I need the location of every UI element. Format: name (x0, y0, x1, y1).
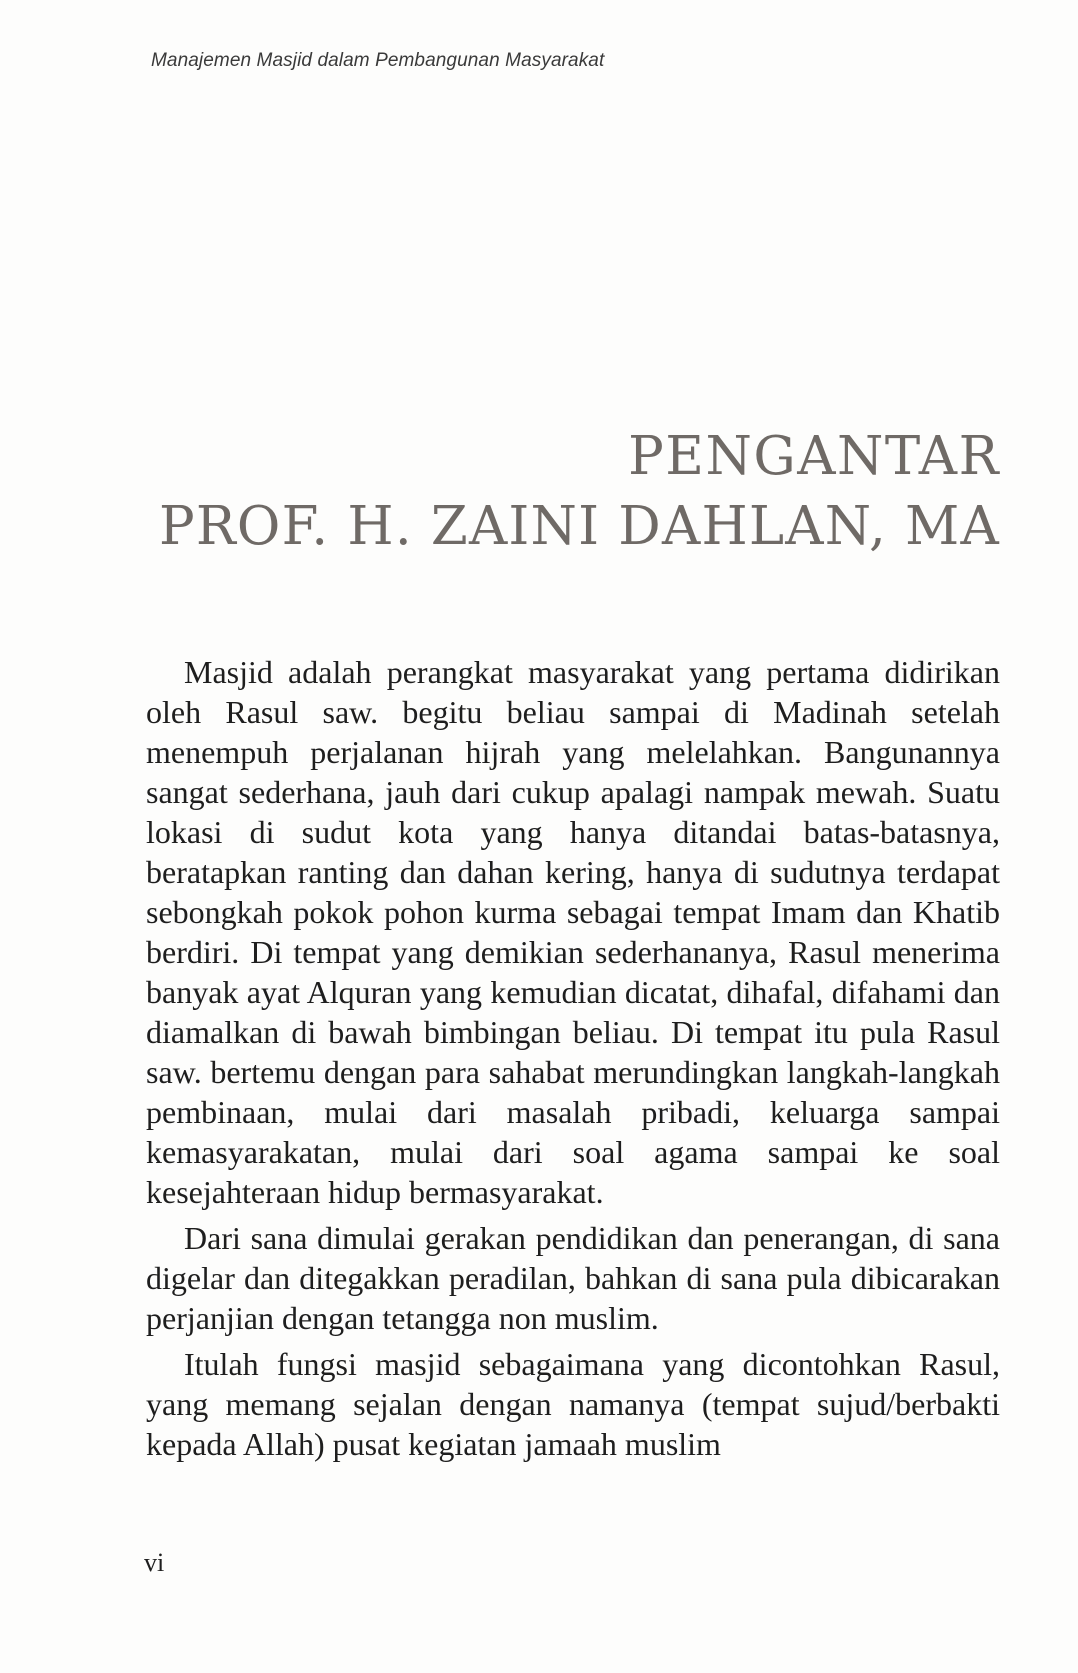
chapter-title-line-1: PENGANTAR (628, 426, 1000, 487)
paragraph-3: Itulah fungsi masjid sebagaimana yang dicontohkan Rasul, yang memang sejalan dengan namanya (tempat sujud/berbakti kepada Allah) pusat kegiatan jamaah muslim (146, 1346, 1000, 1462)
chapter-title (159, 422, 1000, 562)
running-header: Manajemen Masjid dalam Pembangunan Masyarakat (151, 50, 605, 71)
chapter-title-line-2: PROF. H. ZAINI DAHLAN, MA (158, 496, 1000, 557)
paragraph-2: Dari sana dimulai gerakan pendidikan dan penerangan, di sana digelar dan ditegakkan peradilan, bahkan di sana pula dibicarakan perjanjian dengan tetangga non muslim. (146, 1220, 1000, 1336)
page-number: vi (144, 1548, 165, 1577)
paragraph-1: Masjid adalah perangkat masyarakat yang pertama didirikan oleh Rasul saw. begitu beliau sampai di Madinah setelah menempuh perjalanan hijrah yang melelahkan. Bangunannya sangat sederhana, jauh dari cukup apalagi nampak mewah. Suatu lokasi di sudut kota yang hanya ditandai batas-batasnya, beratapkan ranting dan dahan kering, hanya di sudutnya terdapat sebongkah pokok pohon kurma sebagai tempat Imam dan Khatib berdiri. Di tempat yang demikian sederhananya, Rasul menerima banyak ayat Alquran yang kemudian dicatat, dihafal, difahami dan diamalkan di bawah bimbingan beliau. Di tempat itu pula Rasul saw. bertemu dengan para sahabat merundingkan langkah-langkah pembinaan, mulai dari masalah pribadi, keluarga sampai kemasyarakatan, mulai dari soal agama sampai ke soal kesejahteraan hidup bermasyarakat. (146, 654, 1000, 1210)
body-text (146, 652, 1000, 1464)
